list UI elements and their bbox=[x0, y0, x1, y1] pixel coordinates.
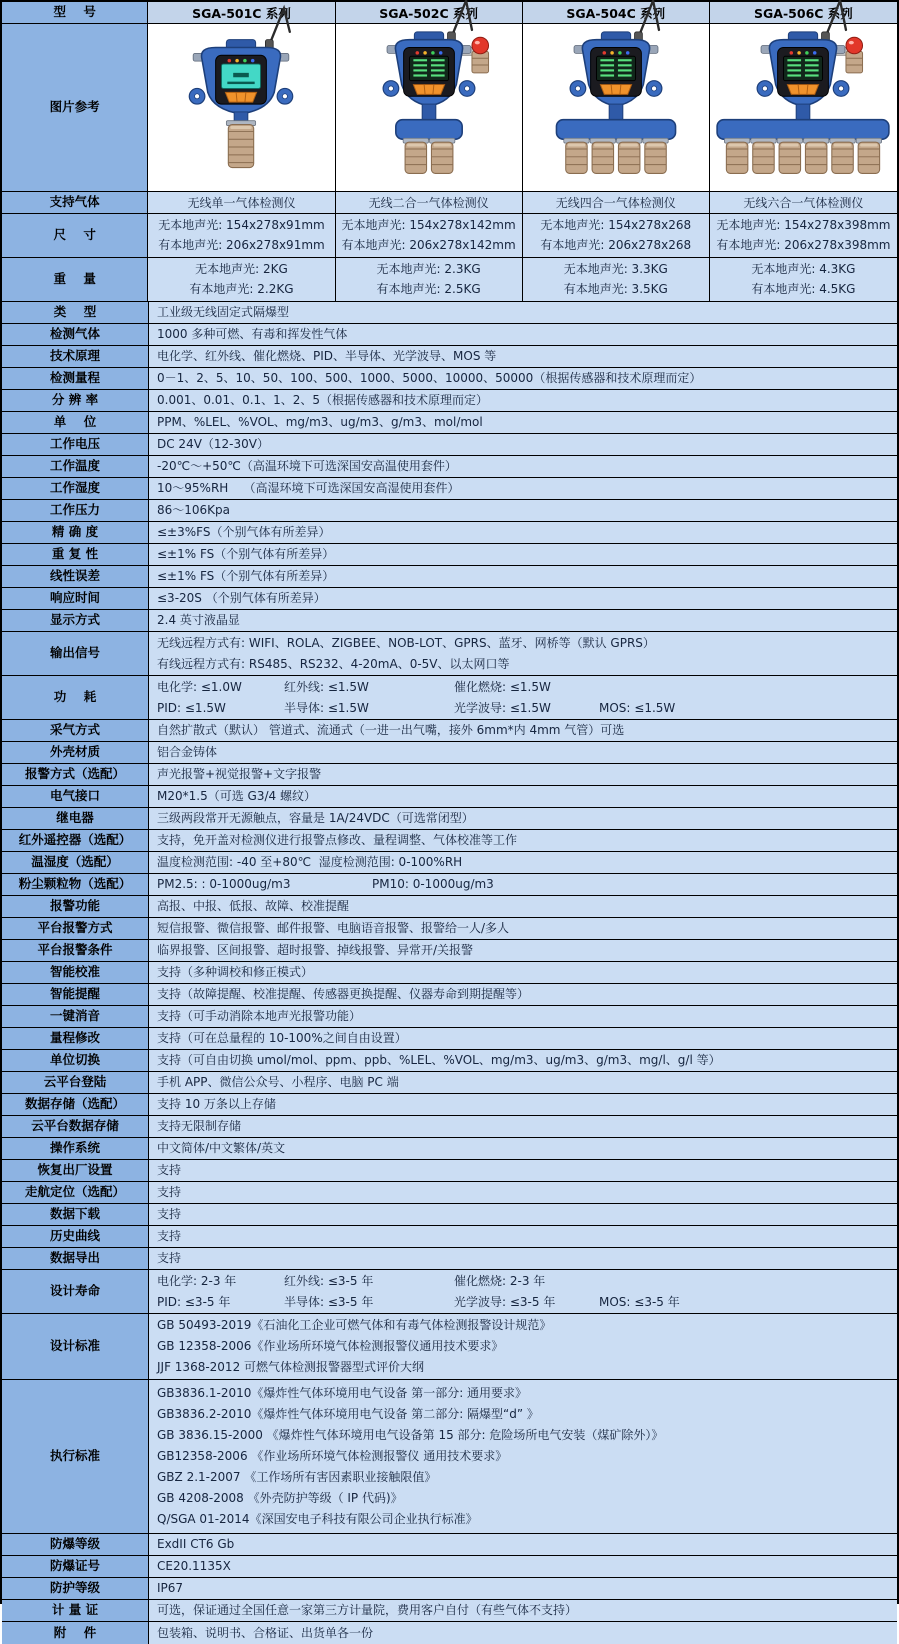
spec-row-value bbox=[149, 874, 897, 895]
spec-row-label: 粉尘颗粒物（选配） bbox=[2, 874, 149, 895]
dimensions-label: 尺 寸 bbox=[2, 214, 148, 257]
spec-row bbox=[2, 368, 897, 390]
weight-line: 无本地声光: 2KG bbox=[195, 261, 288, 276]
spec-row-label: 数据下载 bbox=[2, 1204, 149, 1225]
spec-value-line: JJF 1368-2012 可燃气体检测报警器型式评价大纲 bbox=[157, 1360, 425, 1374]
spec-grid-cell: PID: ≤3-5 年 bbox=[157, 1294, 231, 1309]
spec-row-label: 重 复 性 bbox=[2, 544, 149, 565]
spec-grid-cell: MOS: ≤1.5W bbox=[599, 700, 676, 715]
spec-value-line: GB 12358-2006《作业场所环境气体检测报警仪通用技术要求》 bbox=[157, 1339, 504, 1353]
spec-row bbox=[2, 390, 897, 412]
spec-row-label: 功 耗 bbox=[2, 676, 149, 719]
spec-value-line: 支持 bbox=[157, 1229, 182, 1243]
spec-value-line: GB3836.2-2010《爆炸性气体环境用电气设备 第二部分: 隔爆型“d” 》 bbox=[157, 1407, 539, 1421]
spec-row-value bbox=[149, 1578, 897, 1599]
spec-row-label: 分 辨 率 bbox=[2, 390, 149, 411]
spec-row bbox=[2, 324, 897, 346]
wireless-single-gas-detector-illustration bbox=[148, 26, 334, 190]
spec-value-line: 温度检测范围: -40 至+80℃ 湿度检测范围: 0-100%RH bbox=[157, 855, 463, 869]
spec-row bbox=[2, 302, 897, 324]
spec-grid-cell: PID: ≤1.5W bbox=[157, 700, 226, 715]
model-header-label: 型 号 bbox=[2, 2, 148, 23]
spec-row-label: 平台报警条件 bbox=[2, 940, 149, 961]
spec-grid-cell: 红外线: ≤3-5 年 bbox=[284, 1273, 374, 1288]
spec-grid-cell bbox=[599, 1271, 897, 1292]
spec-value-line: IP67 bbox=[157, 1581, 184, 1595]
spec-row-label: 执行标准 bbox=[2, 1380, 149, 1533]
spec-row bbox=[2, 1226, 897, 1248]
spec-row-label: 单 位 bbox=[2, 412, 149, 433]
spec-row-value bbox=[149, 478, 897, 499]
spec-row-label: 设计寿命 bbox=[2, 1270, 149, 1313]
spec-grid-cell: 电化学: ≤1.0W bbox=[157, 679, 242, 694]
weight-line: 有本地声光: 2.2KG bbox=[189, 282, 294, 297]
product-image-sga-504c bbox=[523, 24, 710, 191]
spec-value-line: 可选，保证通过全国任意一家第三方计量院，费用客户自付（有些气体不支持） bbox=[157, 1603, 578, 1617]
spec-grid-cell: 催化燃烧: ≤1.5W bbox=[454, 679, 551, 694]
spec-value-line: 支持（可在总量程的 10-100%之间自由设置） bbox=[157, 1031, 407, 1045]
spec-row-label: 继电器 bbox=[2, 808, 149, 829]
spec-row bbox=[2, 1578, 897, 1600]
spec-value-line: 1000 多种可燃、有毒和挥发性气体 bbox=[157, 327, 348, 341]
spec-grid-cell: PM2.5: : 0-1000ug/m3 bbox=[157, 877, 291, 891]
spec-value-line: ≤3-20S （个别气体有所差异） bbox=[157, 591, 326, 605]
model-header-sga-504c: SGA-504C 系列 bbox=[523, 2, 710, 23]
spec-row-label: 报警功能 bbox=[2, 896, 149, 917]
spec-row bbox=[2, 610, 897, 632]
spec-row-label: 设计标准 bbox=[2, 1314, 149, 1379]
spec-grid-cell: 半导体: ≤1.5W bbox=[284, 700, 369, 715]
spec-value-line: 10～95%RH （高湿环境下可选深国安高湿使用套件） bbox=[157, 481, 460, 495]
spec-row bbox=[2, 1006, 897, 1028]
spec-row-value bbox=[149, 610, 897, 631]
spec-row bbox=[2, 456, 897, 478]
spec-row bbox=[2, 1072, 897, 1094]
wireless-2in1-gas-detector-illustration bbox=[336, 26, 522, 190]
spec-grid-cell: PM10: 0-1000ug/m3 bbox=[372, 877, 494, 891]
spec-row bbox=[2, 522, 897, 544]
spec-value-line: 支持无限制存储 bbox=[157, 1119, 242, 1133]
spec-value-line: 支持 bbox=[157, 1251, 182, 1265]
spec-row-value bbox=[149, 1116, 897, 1137]
spec-row-value bbox=[149, 808, 897, 829]
wireless-4in1-gas-detector-illustration bbox=[523, 26, 709, 190]
dimension-line: 有本地声光: 206x278x142mm bbox=[341, 238, 516, 253]
spec-row-value bbox=[149, 1072, 897, 1093]
weight-line: 无本地声光: 2.3KG bbox=[376, 261, 481, 276]
spec-value-line: 工业级无线固定式隔爆型 bbox=[157, 305, 290, 319]
spec-row-label: 单位切换 bbox=[2, 1050, 149, 1071]
spec-value-line: GB3836.1-2010《爆炸性气体环境用电气设备 第一部分: 通用要求》 bbox=[157, 1386, 528, 1400]
spec-row-label: 防爆证号 bbox=[2, 1556, 149, 1577]
spec-row bbox=[2, 1138, 897, 1160]
spec-row bbox=[2, 1314, 897, 1380]
spec-value-line: Q/SGA 01-2014《深国安电子科技有限公司企业执行标准》 bbox=[157, 1512, 478, 1526]
spec-row-value bbox=[149, 456, 897, 477]
dimensions-sga-506c bbox=[710, 214, 897, 257]
spec-value-line: M20*1.5（可选 G3/4 螺纹） bbox=[157, 789, 316, 803]
spec-value-line: GB 50493-2019《石油化工企业可燃气体和有毒气体检测报警设计规范》 bbox=[157, 1318, 552, 1332]
spec-row-value bbox=[149, 324, 897, 345]
image-row-label: 图片参考 bbox=[2, 24, 148, 191]
spec-value-line: 0.001、0.01、0.1、1、2、5（根据传感器和技术原理而定） bbox=[157, 393, 489, 407]
spec-row bbox=[2, 412, 897, 434]
spec-value-line: ≤±1% FS（个别气体有所差异） bbox=[157, 547, 335, 561]
spec-value-line: GB 3836.15-2000 《爆炸性气体环境用电气设备第 15 部分: 危险场所电气安装（煤矿除外）》 bbox=[157, 1428, 664, 1442]
spec-row bbox=[2, 1116, 897, 1138]
spec-value-line: 自然扩散式（默认） 管道式、流通式（一进一出气嘴，接外 6mm*内 4mm 气管）可选 bbox=[157, 723, 625, 737]
spec-grid-cell: 红外线: ≤1.5W bbox=[284, 679, 369, 694]
spec-value-line: 支持 10 万条以上存储 bbox=[157, 1097, 276, 1111]
spec-row bbox=[2, 984, 897, 1006]
spec-row-label: 云平台数据存储 bbox=[2, 1116, 149, 1137]
spec-row-label: 智能校准 bbox=[2, 962, 149, 983]
spec-row bbox=[2, 852, 897, 874]
spec-row-value bbox=[149, 1182, 897, 1203]
spec-row-value bbox=[149, 1050, 897, 1071]
spec-row bbox=[2, 1204, 897, 1226]
spec-row bbox=[2, 940, 897, 962]
spec-row-label: 防护等级 bbox=[2, 1578, 149, 1599]
spec-row bbox=[2, 434, 897, 456]
spec-value-line: 铝合金铸体 bbox=[157, 745, 218, 759]
spec-row bbox=[2, 764, 897, 786]
spec-value-line: ≤±3%FS（个别气体有所差异） bbox=[157, 525, 331, 539]
spec-row bbox=[2, 632, 897, 676]
spec-row bbox=[2, 786, 897, 808]
spec-row bbox=[2, 962, 897, 984]
spec-row bbox=[2, 1600, 897, 1622]
spec-value-line: DC 24V（12-30V） bbox=[157, 437, 269, 451]
weight-label: 重 量 bbox=[2, 258, 148, 301]
supported-gas-sga-501c: 无线单一气体检测仪 bbox=[148, 192, 335, 213]
spec-row-label: 平台报警方式 bbox=[2, 918, 149, 939]
spec-row-label: 外壳材质 bbox=[2, 742, 149, 763]
spec-row bbox=[2, 1094, 897, 1116]
spec-row-value bbox=[149, 852, 897, 873]
spec-row-value bbox=[149, 412, 897, 433]
spec-row-label: 电气接口 bbox=[2, 786, 149, 807]
spec-row-value bbox=[149, 1226, 897, 1247]
spec-value-line: 包装箱、说明书、合格证、出货单各一份 bbox=[157, 1625, 374, 1640]
weight-sga-501c bbox=[148, 258, 335, 301]
spec-value-line: 0－1、2、5、10、50、100、500、1000、5000、10000、50000（根据传感器和技术原理而定） bbox=[157, 371, 702, 385]
supported-gas-sga-504c: 无线四合一气体检测仪 bbox=[523, 192, 710, 213]
spec-row-value bbox=[149, 984, 897, 1005]
model-header-row bbox=[2, 2, 897, 24]
spec-value-line: 2.4 英寸液晶显 bbox=[157, 613, 240, 627]
spec-row bbox=[2, 566, 897, 588]
dimensions-sga-502c bbox=[336, 214, 523, 257]
spec-row-value bbox=[149, 896, 897, 917]
spec-row bbox=[2, 1160, 897, 1182]
spec-row-label: 云平台登陆 bbox=[2, 1072, 149, 1093]
spec-row-label: 一键消音 bbox=[2, 1006, 149, 1027]
spec-row-value bbox=[149, 676, 897, 719]
spec-value-line: 临界报警、区间报警、超时报警、掉线报警、异常开/关报警 bbox=[157, 943, 474, 957]
supported-gas-label: 支持气体 bbox=[2, 192, 148, 213]
spec-value-line: 支持 bbox=[157, 1163, 182, 1177]
dimensions-sga-504c bbox=[523, 214, 710, 257]
weight-line: 无本地声光: 4.3KG bbox=[751, 261, 856, 276]
spec-row bbox=[2, 500, 897, 522]
spec-row-value bbox=[149, 302, 897, 323]
spec-row-label: 智能提醒 bbox=[2, 984, 149, 1005]
spec-row-label: 检测量程 bbox=[2, 368, 149, 389]
spec-row-value bbox=[149, 368, 897, 389]
spec-row-label: 操作系统 bbox=[2, 1138, 149, 1159]
spec-row bbox=[2, 918, 897, 940]
spec-row-value bbox=[149, 434, 897, 455]
spec-row-value bbox=[149, 962, 897, 983]
spec-row-label: 附 件 bbox=[2, 1622, 149, 1644]
weight-line: 无本地声光: 3.3KG bbox=[563, 261, 668, 276]
model-header-sga-502c: SGA-502C 系列 bbox=[336, 2, 523, 23]
supported-gas-sga-506c: 无线六合一气体检测仪 bbox=[710, 192, 897, 213]
dimension-line: 有本地声光: 206x278x398mm bbox=[716, 238, 891, 253]
spec-grid-line bbox=[157, 874, 897, 895]
weight-line: 有本地声光: 2.5KG bbox=[376, 282, 481, 297]
spec-row-value bbox=[149, 1028, 897, 1049]
spec-row-label: 检测气体 bbox=[2, 324, 149, 345]
spec-row-value bbox=[149, 1160, 897, 1181]
spec-row bbox=[2, 742, 897, 764]
spec-row-value bbox=[149, 500, 897, 521]
spec-row bbox=[2, 830, 897, 852]
spec-row-value bbox=[149, 940, 897, 961]
spec-row bbox=[2, 720, 897, 742]
spec-value-line: 支持（多种调校和修正模式） bbox=[157, 965, 314, 979]
spec-value-line: 支持 bbox=[157, 1207, 182, 1221]
spec-row-label: 量程修改 bbox=[2, 1028, 149, 1049]
spec-grid-line bbox=[157, 677, 897, 698]
spec-row-label: 采气方式 bbox=[2, 720, 149, 741]
spec-value-line: 支持（可手动消除本地声光报警功能） bbox=[157, 1009, 362, 1023]
spec-grid-cell: 半导体: ≤3-5 年 bbox=[284, 1294, 374, 1309]
spec-row bbox=[2, 1556, 897, 1578]
spec-grid-cell: MOS: ≤3-5 年 bbox=[599, 1294, 680, 1309]
spec-row bbox=[2, 1248, 897, 1270]
spec-row bbox=[2, 1622, 897, 1644]
spec-row-value bbox=[149, 742, 897, 763]
spec-row-label: 工作压力 bbox=[2, 500, 149, 521]
spec-grid-cell: 光学波导: ≤3-5 年 bbox=[454, 1294, 556, 1309]
spec-value-line: ≤±1% FS（个别气体有所差异） bbox=[157, 569, 335, 583]
spec-row-value bbox=[149, 1204, 897, 1225]
spec-row-value bbox=[149, 918, 897, 939]
dimension-line: 有本地声光: 206x278x268 bbox=[540, 238, 692, 253]
spec-row-label: 工作湿度 bbox=[2, 478, 149, 499]
spec-row-value bbox=[149, 588, 897, 609]
spec-row-label: 显示方式 bbox=[2, 610, 149, 631]
spec-grid-cell: 电化学: 2-3 年 bbox=[157, 1273, 237, 1288]
spec-row-value bbox=[149, 1248, 897, 1269]
spec-row bbox=[2, 1182, 897, 1204]
dimensions-row bbox=[2, 214, 897, 258]
product-image-sga-501c bbox=[148, 24, 335, 191]
spec-value-line: 有线远程方式有: RS485、RS232、4-20mA、0-5V、以太网口等 bbox=[157, 656, 510, 671]
spec-value-line: 支持（故障提醒、校准提醒、传感器更换提醒、仪器寿命到期提醒等） bbox=[157, 987, 530, 1001]
spec-row-value bbox=[149, 522, 897, 543]
spec-grid-cell: 催化燃烧: 2-3 年 bbox=[454, 1273, 546, 1288]
spec-row bbox=[2, 544, 897, 566]
spec-grid-line bbox=[157, 1271, 897, 1292]
weight-line: 有本地声光: 3.5KG bbox=[563, 282, 668, 297]
dimensions-sga-501c bbox=[148, 214, 335, 257]
spec-value-line: 手机 APP、微信公众号、小程序、电脑 PC 端 bbox=[157, 1075, 399, 1089]
spec-value-line: PPM、%LEL、%VOL、mg/m3、ug/m3、g/m3、mol/mol bbox=[157, 415, 483, 429]
spec-row bbox=[2, 896, 897, 918]
product-image-sga-506c bbox=[710, 24, 897, 191]
spec-row bbox=[2, 1534, 897, 1556]
spec-value-line: 支持（可自由切换 umol/mol、ppm、ppb、%LEL、%VOL、mg/m3、ug/m3、g/m3、mg/l、g/l 等） bbox=[157, 1053, 721, 1067]
spec-value-line: 高报、中报、低报、故障、校准提醒 bbox=[157, 899, 350, 913]
spec-row-label: 报警方式（选配） bbox=[2, 764, 149, 785]
spec-value-line: CE20.1135X bbox=[157, 1559, 231, 1573]
dimension-line: 无本地声光: 154x278x142mm bbox=[341, 217, 516, 232]
spec-value-line: 支持，免开盖对检测仪进行报警点修改、量程调整、气体校准等工作 bbox=[157, 833, 518, 847]
spec-row-value bbox=[149, 786, 897, 807]
weight-sga-502c bbox=[336, 258, 523, 301]
spec-row-label: 输出信号 bbox=[2, 632, 149, 675]
spec-value-line: 中文简体/中文繁体/英文 bbox=[157, 1141, 286, 1155]
supported-gas-row bbox=[2, 192, 897, 214]
product-image-sga-502c bbox=[336, 24, 523, 191]
spec-value-line: 短信报警、微信报警、邮件报警、电脑语音报警、报警给一人/多人 bbox=[157, 921, 510, 935]
spec-row-label: 精 确 度 bbox=[2, 522, 149, 543]
spec-row-value bbox=[149, 1380, 897, 1533]
spec-value-line: 三级两段常开无源触点，容量是 1A/24VDC（可选常闭型） bbox=[157, 811, 474, 825]
spec-row-value bbox=[149, 1006, 897, 1027]
wireless-6in1-gas-detector-illustration bbox=[710, 26, 896, 190]
spec-value-line: ExdII CT6 Gb bbox=[157, 1537, 235, 1551]
spec-value-line: 86～106Kpa bbox=[157, 503, 231, 517]
model-header-sga-506c: SGA-506C 系列 bbox=[710, 2, 897, 23]
supported-gas-sga-502c: 无线二合一气体检测仪 bbox=[336, 192, 523, 213]
spec-row-label: 走航定位（选配） bbox=[2, 1182, 149, 1203]
spec-value-line: 声光报警+视觉报警+文字报警 bbox=[157, 767, 322, 781]
spec-row-value bbox=[149, 390, 897, 411]
spec-value-line: 无线远程方式有: WIFI、ROLA、ZIGBEE、NOB-LOT、GPRS、蓝牙、网桥等（默认 GPRS） bbox=[157, 635, 655, 650]
spec-grid-line bbox=[157, 1292, 897, 1313]
spec-value-line: -20℃～+50℃（高温环境下可选深国安高温使用套件） bbox=[157, 459, 457, 473]
spec-row-value bbox=[149, 1534, 897, 1555]
spec-value-line: 支持 bbox=[157, 1185, 182, 1199]
spec-row-label: 类 型 bbox=[2, 302, 149, 323]
product-image-row bbox=[2, 24, 897, 192]
spec-row-value bbox=[149, 1556, 897, 1577]
weight-line: 有本地声光: 4.5KG bbox=[751, 282, 856, 297]
spec-row-value bbox=[149, 1094, 897, 1115]
spec-row-label: 工作电压 bbox=[2, 434, 149, 455]
spec-row-value bbox=[149, 1314, 897, 1379]
spec-grid-line bbox=[157, 698, 897, 719]
spec-row-value bbox=[149, 1138, 897, 1159]
spec-row-label: 技术原理 bbox=[2, 346, 149, 367]
spec-row bbox=[2, 1028, 897, 1050]
dimension-line: 无本地声光: 154x278x268 bbox=[540, 217, 692, 232]
dimension-line: 无本地声光: 154x278x91mm bbox=[158, 217, 325, 232]
spec-row bbox=[2, 1050, 897, 1072]
spec-row bbox=[2, 588, 897, 610]
weight-sga-506c bbox=[710, 258, 897, 301]
spec-value-line: GB 4208-2008 《外壳防护等级（ IP 代码)》 bbox=[157, 1491, 403, 1505]
spec-row-label: 红外遥控器（选配） bbox=[2, 830, 149, 851]
spec-value-line: GB12358-2006 《作业场所环境气体检测报警仪 通用技术要求》 bbox=[157, 1449, 508, 1463]
spec-row-value bbox=[149, 566, 897, 587]
spec-row-label: 防爆等级 bbox=[2, 1534, 149, 1555]
spec-grid-cell: 光学波导: ≤1.5W bbox=[454, 700, 551, 715]
spec-row-value bbox=[149, 346, 897, 367]
spec-row bbox=[2, 808, 897, 830]
spec-row-value bbox=[149, 830, 897, 851]
spec-row bbox=[2, 1380, 897, 1534]
spec-row bbox=[2, 1270, 897, 1314]
spec-row-label: 计 量 证 bbox=[2, 1600, 149, 1621]
spec-grid-cell bbox=[599, 677, 897, 698]
weight-sga-504c bbox=[523, 258, 710, 301]
spec-row bbox=[2, 346, 897, 368]
spec-row-label: 线性误差 bbox=[2, 566, 149, 587]
spec-row-label: 温湿度（选配） bbox=[2, 852, 149, 873]
spec-row bbox=[2, 478, 897, 500]
dimension-line: 无本地声光: 154x278x398mm bbox=[716, 217, 891, 232]
spec-row-value bbox=[149, 1622, 897, 1644]
spec-row-value bbox=[149, 720, 897, 741]
spec-row-value bbox=[149, 1270, 897, 1313]
model-header-sga-501c: SGA-501C 系列 bbox=[148, 2, 335, 23]
spec-row-label: 恢复出厂设置 bbox=[2, 1160, 149, 1181]
spec-row-value bbox=[149, 544, 897, 565]
spec-row-label: 工作温度 bbox=[2, 456, 149, 477]
spec-row-value bbox=[149, 764, 897, 785]
spec-value-line: GBZ 2.1-2007 《工作场所有害因素职业接触限值》 bbox=[157, 1470, 437, 1484]
spec-row-label: 数据导出 bbox=[2, 1248, 149, 1269]
spec-row bbox=[2, 874, 897, 896]
spec-row-label: 数据存储（选配） bbox=[2, 1094, 149, 1115]
spec-row-label: 响应时间 bbox=[2, 588, 149, 609]
spec-value-line: 电化学、红外线、催化燃烧、PID、半导体、光学波导、MOS 等 bbox=[157, 349, 497, 363]
spec-row bbox=[2, 676, 897, 720]
spec-row-value bbox=[149, 632, 897, 675]
weight-row bbox=[2, 258, 897, 302]
spec-row-value bbox=[149, 1600, 897, 1621]
spec-row-label: 历史曲线 bbox=[2, 1226, 149, 1247]
dimension-line: 有本地声光: 206x278x91mm bbox=[158, 238, 325, 253]
